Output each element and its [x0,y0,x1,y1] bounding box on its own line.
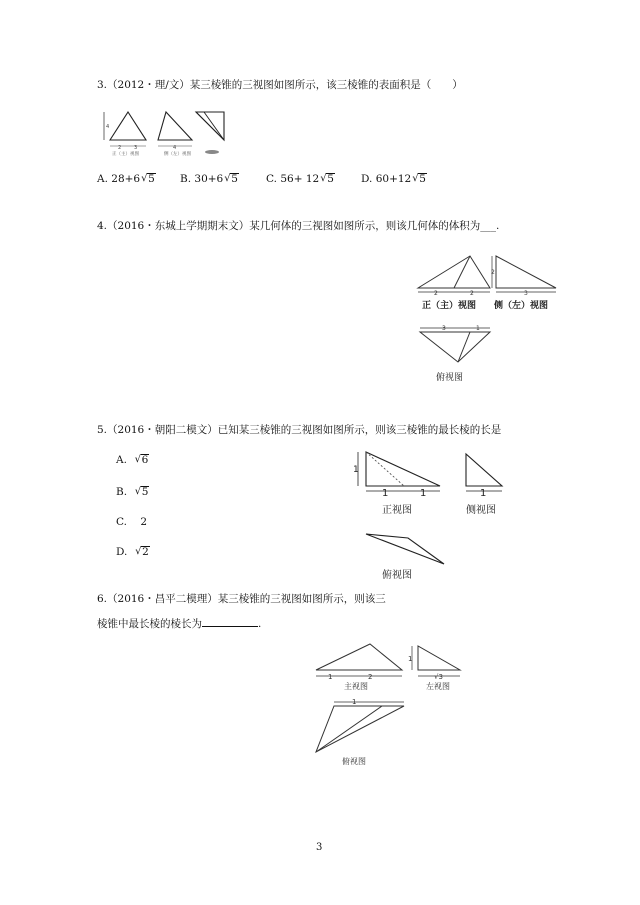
svg-text:1: 1 [476,325,480,332]
q3-option-a: A. 28+6 √ 5 [97,173,155,185]
svg-text:3: 3 [524,290,528,297]
q3-figure [100,104,230,160]
q5-side-label: 侧视图 [466,505,496,516]
q6-top-label: 俯视图 [342,757,366,766]
q3-side-label: 侧（左）视图 [164,152,191,157]
svg-text:1: 1 [408,655,413,663]
q4-side-label: 侧（左）视图 [494,301,549,311]
svg-text:4: 4 [173,145,177,151]
q4-figure [414,250,564,390]
q3-text: 3.（2012・理/文）某三棱锥的三视图如图所示，该三棱锥的表面积是（ ） [97,79,463,91]
svg-text:1: 1 [352,698,357,706]
q6-line1: 6.（2016・昌平二模理）某三棱锥的三视图如图所示，则该三 [97,593,386,605]
svg-text:2: 2 [470,290,474,297]
q3-front-label: 正（主）视图 [112,152,139,157]
svg-text:2: 2 [368,673,373,681]
page-number: 3 [316,842,323,853]
q6-side-label: 左视图 [426,682,450,691]
svg-text:1: 1 [328,673,333,681]
q5-front-label: 正视图 [382,505,412,516]
q5-option-b: B. √ 5 [116,486,149,498]
svg-text:1: 1 [353,465,359,475]
q5-option-c: C. 2 [116,516,148,528]
q5-option-a: A. √ 6 [116,454,149,466]
svg-text:3: 3 [442,325,446,332]
q5-option-d: D. √ 2 [116,546,149,558]
q5-figure [352,446,522,584]
q4-front-label: 正（主）视图 [422,301,477,311]
q5-text: 5.（2016・朝阳二模文）已知某三棱锥的三视图如图所示，则该三棱锥的最长棱的长是 [97,424,502,436]
q6-figure [312,640,472,770]
svg-text:1: 1 [382,488,389,499]
svg-text:2: 2 [434,290,438,297]
q6-line2: 棱锥中最长棱的棱长为 . [97,618,262,630]
svg-text:3: 3 [134,145,138,151]
q4-text: 4.（2016・东城上学期期末文）某几何体的三视图如图所示，则该几何体的体积为___. [97,220,500,232]
q3-option-d: D. 60+12 √ 5 [361,173,426,185]
q6-front-label: 主视图 [344,682,368,691]
svg-text:2: 2 [118,145,122,151]
svg-text:√3: √3 [434,673,443,681]
q5-top-label: 俯视图 [382,570,412,581]
svg-text:2: 2 [491,269,495,276]
q3-option-b: B. 30+6 √ 5 [180,173,238,185]
q4-top-label: 俯视图 [436,373,464,383]
svg-text:1: 1 [420,488,427,499]
q3-option-c: C. 56+ 12 √ 5 [266,173,334,185]
q3-h-label: 4 [106,124,110,130]
svg-text:1: 1 [480,488,487,499]
q6-answer-blank [202,616,258,627]
